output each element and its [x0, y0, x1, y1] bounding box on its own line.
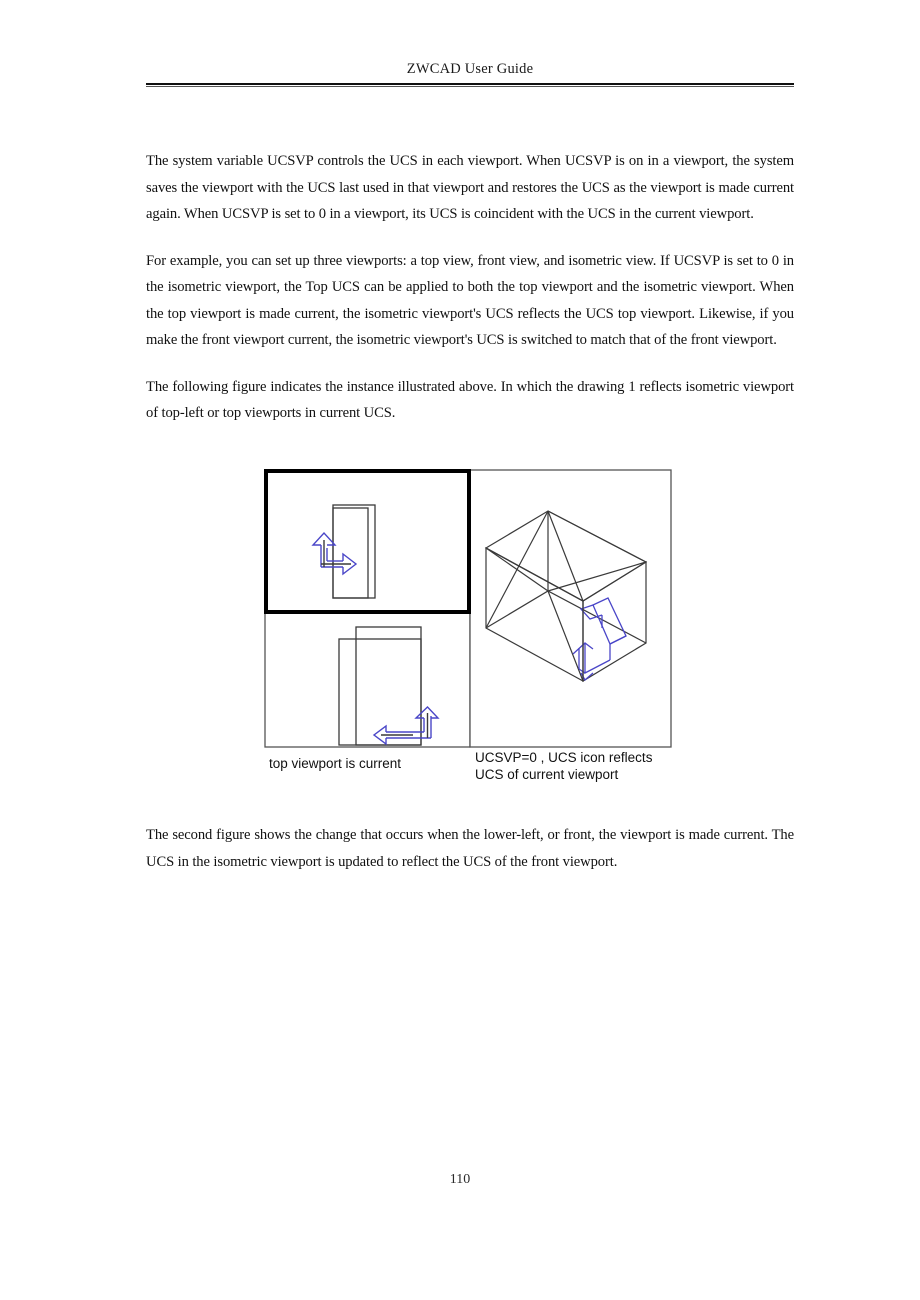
page-header — [146, 60, 794, 78]
front-viewport-frame — [265, 612, 470, 747]
isometric-viewport-frame — [470, 470, 671, 747]
viewport-frames — [265, 470, 671, 747]
page-number: 110 — [449, 1172, 471, 1187]
paragraph-4: The second figure shows the change that occurs when the lower-left, or front, the viewport is made current. The UCS in the isometric viewport is updated to reflect the UCS of the front viewport. — [146, 827, 794, 870]
header-rule — [146, 83, 794, 85]
caption-right-line-1: UCSVP=0 , UCS icon reflects — [475, 750, 653, 765]
paragraph-3: The following figure indicates the instance illustrated above. In which the drawing 1 reflects isometric viewport of top-left or top viewports in current UCS. — [146, 378, 794, 421]
header-rule-secondary — [146, 86, 794, 87]
paragraph-1: The system variable UCSVP controls the UCS in each viewport. When UCSVP is on in a viewport, the system saves the viewport with the UCS last used in that viewport and restores the UCS as the viewport is made current again. When UCSVP is set to 0 in a viewport, its UCS is coincident with the UCS in the current viewport. — [146, 153, 794, 222]
body-text-block — [146, 148, 794, 427]
figure-viewports — [263, 468, 673, 800]
caption-left: top viewport is current — [269, 756, 402, 771]
paragraph-2: For example, you can set up three viewports: a top view, front view, and isometric view. If UCSVP is set to 0 in the isometric viewport, the Top UCS can be applied to both the top viewport and the isometric viewport. When the top viewport is made current, the isometric viewport's UCS reflects the UCS top viewport. Likewise, if you make the front viewport current, the isometric viewport's UCS is switched to match that of the front viewport. — [146, 252, 794, 348]
caption-right-line-2: UCS of current viewport — [475, 767, 619, 782]
header-title: ZWCAD User Guide — [406, 61, 534, 77]
